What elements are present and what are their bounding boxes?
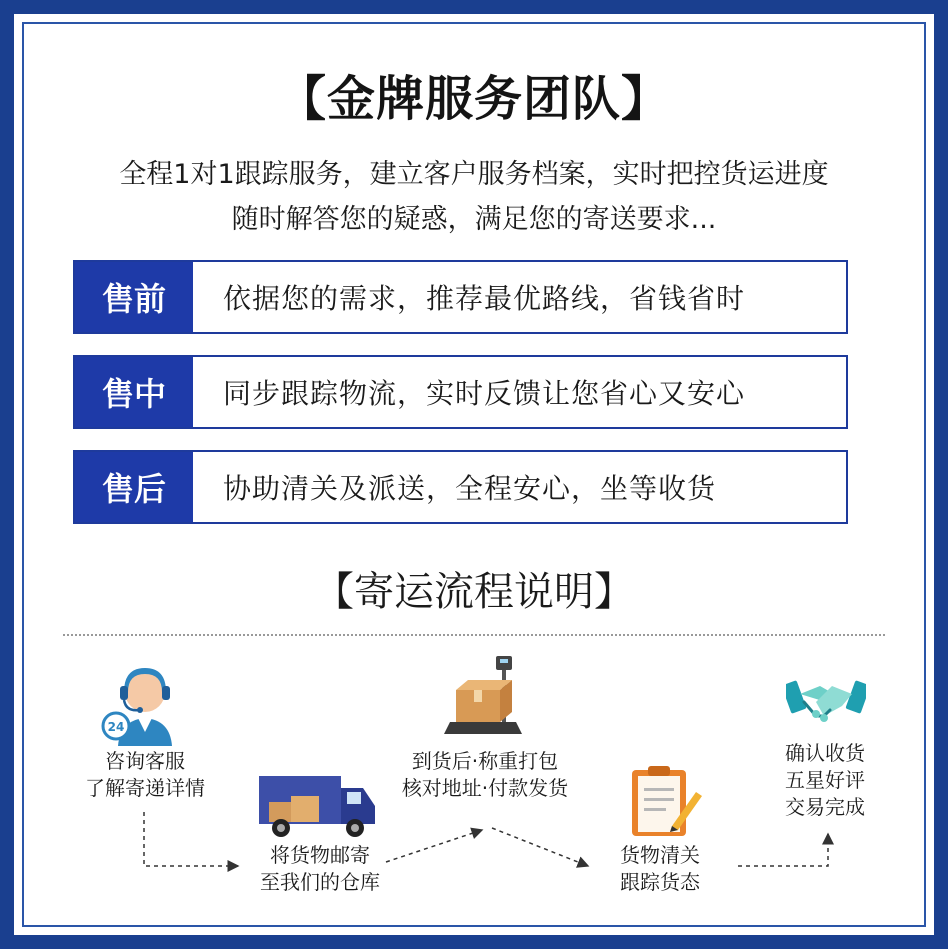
service-desc: 依据您的需求，推荐最优路线，省钱省时	[223, 282, 746, 315]
page-title: 【金牌服务团队】	[277, 71, 670, 127]
service-tag: 售中	[75, 357, 193, 427]
step-line: 咨询客服	[105, 749, 185, 773]
step-confirm-receipt	[760, 740, 890, 821]
step-customs-tracking	[590, 842, 730, 896]
step-line: 核对地址·付款发货	[401, 776, 569, 800]
service-desc: 协助清关及派送，全程安心，坐等收货	[223, 472, 717, 505]
service-tag: 售后	[75, 452, 193, 522]
intro-line-2: 随时解答您的疑惑，满足您的寄送要求...	[231, 204, 717, 235]
step-line: 到货后·称重打包	[411, 749, 559, 773]
weighing-scale-icon	[440, 654, 530, 744]
step-line: 五星好评	[785, 768, 865, 792]
step-line: 货物清关	[620, 843, 700, 867]
step-line: 交易完成	[785, 795, 865, 819]
clipboard-icon	[628, 762, 703, 840]
step-line: 将货物邮寄	[270, 843, 370, 867]
badge-24: 24	[107, 720, 125, 734]
step-line: 至我们的仓库	[260, 870, 380, 894]
service-desc: 同步跟踪物流，实时反馈让您省心又安心	[223, 377, 746, 410]
step-line: 跟踪货态	[620, 870, 700, 894]
step-consult	[70, 748, 220, 802]
step-line: 了解寄递详情	[85, 776, 205, 800]
handshake-icon	[786, 672, 866, 732]
delivery-truck-icon	[255, 774, 380, 840]
customer-service-icon	[100, 658, 190, 748]
step-weigh-pack	[370, 748, 600, 802]
service-tag: 售前	[75, 262, 193, 332]
process-title: 【寄运流程说明】	[314, 569, 634, 615]
step-ship-to-warehouse	[240, 842, 400, 896]
step-line: 确认收货	[785, 741, 865, 765]
intro-line-1: 全程1对1跟踪服务，建立客户服务档案，实时把控货运进度	[119, 159, 829, 190]
